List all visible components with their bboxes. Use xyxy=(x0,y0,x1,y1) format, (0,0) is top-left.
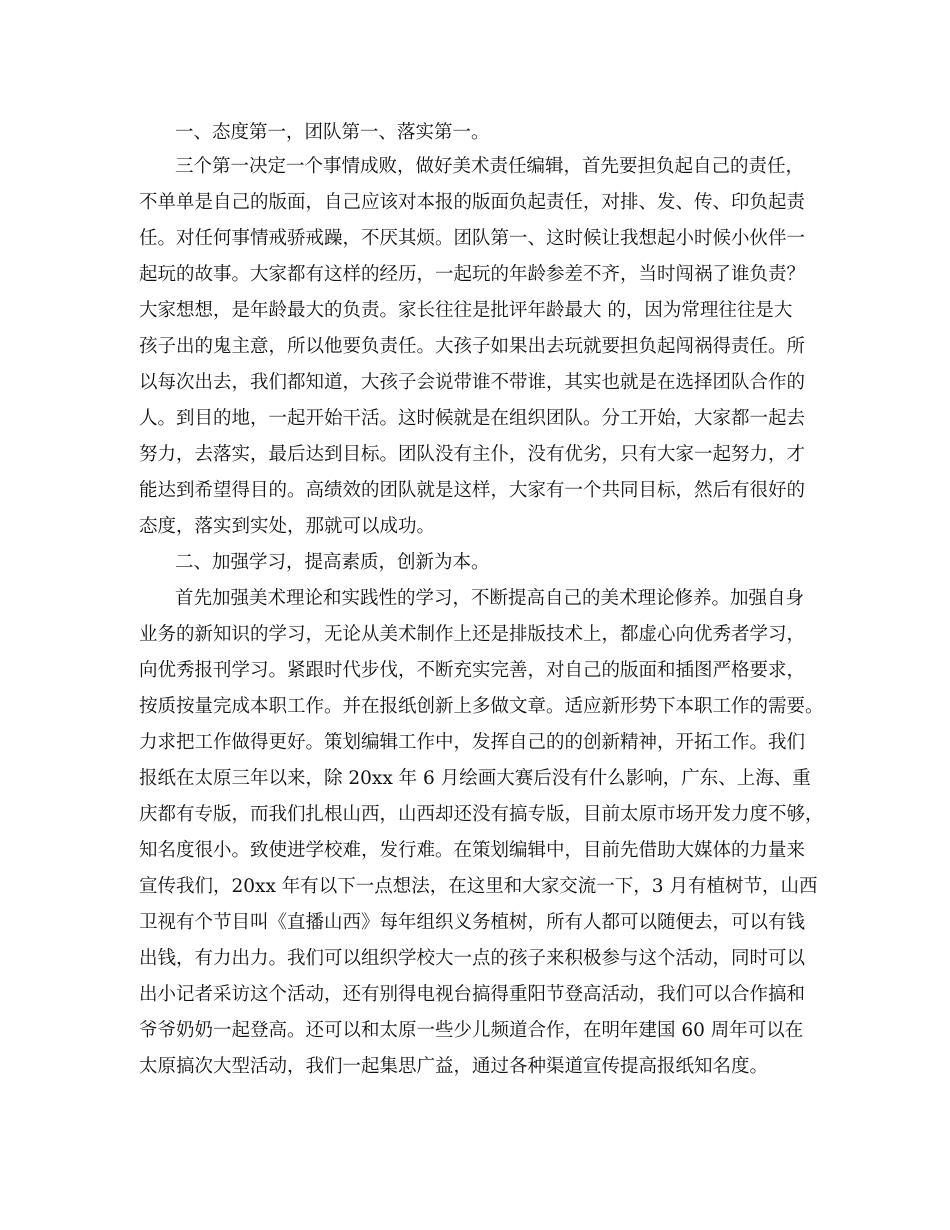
paragraph-1-line: 任。对任何事情戒骄戒躁，不厌其烦。团队第一、这时候让我想起小时候小伙伴一 xyxy=(139,228,806,249)
paragraph-2-line: 庆都有专版，而我们扎根山西，山西却还没有搞专版，目前太原市场开发力度不够， xyxy=(139,804,824,825)
paragraph-1-line: 努力，去落实，最后达到目标。团队没有主仆，没有优劣，只有大家一起努力，才 xyxy=(139,444,806,465)
paragraph-2-line: 知名度很小。致使进学校难，发行难。在策划编辑中，目前先借助大媒体的力量来 xyxy=(139,840,806,861)
paragraph-1-line: 态度，落实到实处，那就可以成功。 xyxy=(139,516,436,537)
paragraph-2-line: 首先加强美术理论和实践性的学习，不断提高自己的美术理论修养。加强自身 xyxy=(175,588,805,609)
paragraph-1-line: 大家想想，是年龄最大的负责。家长往往是批评年龄最大 的，因为常理往往是大 xyxy=(139,300,793,321)
paragraph-1-line: 以每次出去，我们都知道，大孩子会说带谁不带谁，其实也就是在选择团队合作的 xyxy=(139,372,806,393)
paragraph-2-line: 业务的新知识的学习，无论从美术制作上还是排版技术上，都虚心向优秀者学习， xyxy=(139,624,806,645)
section-heading-1: 一、态度第一，团队第一、落实第一。 xyxy=(175,122,490,143)
paragraph-2-line: 按质按量完成本职工作。并在报纸创新上多做文章。适应新形势下本职工作的需要。 xyxy=(139,696,824,717)
paragraph-1-line: 起玩的故事。大家都有这样的经历，一起玩的年龄参差不齐，当时闯祸了谁负责？ xyxy=(139,264,806,285)
paragraph-2-line: 宣传我们，20xx 年有以下一点想法，在这里和大家交流一下，3 月有植树节，山西 xyxy=(139,876,818,897)
paragraph-2-line: 力求把工作做得更好。策划编辑工作中，发挥自己的的创新精神，开拓工作。我们 xyxy=(139,732,806,753)
paragraph-2-line: 报纸在太原三年以来，除 20xx 年 6 月绘画大赛后没有什么影响，广东、上海、重 xyxy=(139,768,811,789)
paragraph-2-line: 向优秀报刊学习。紧跟时代步伐，不断充实完善，对自己的版面和插图严格要求， xyxy=(139,660,806,681)
paragraph-2-line: 出小记者采访这个活动，还有别得电视台搞得重阳节登高活动，我们可以合作搞和 xyxy=(139,984,806,1005)
paragraph-1-line: 三个第一决定一个事情成败，做好美术责任编辑，首先要担负起自己的责任， xyxy=(175,156,805,177)
section-heading-2: 二、加强学习，提高素质，创新为本。 xyxy=(175,552,490,573)
paragraph-1-line: 人。到目的地，一起开始干活。这时候就是在组织团队。分工开始，大家都一起去 xyxy=(139,408,806,429)
paragraph-2-line: 出钱，有力出力。我们可以组织学校大一点的孩子来积极参与这个活动，同时可以 xyxy=(139,948,806,969)
paragraph-2-line: 太原搞次大型活动，我们一起集思广益，通过各种渠道宣传提高报纸知名度。 xyxy=(139,1056,769,1077)
paragraph-1-line: 孩子出的鬼主意，所以他要负责任。大孩子如果出去玩就要担负起闯祸得责任。所 xyxy=(139,336,806,357)
paragraph-2-line: 爷爷奶奶一起登高。还可以和太原一些少儿频道合作，在明年建国 60 周年可以在 xyxy=(139,1020,804,1041)
paragraph-1-line: 能达到希望得目的。高绩效的团队就是这样，大家有一个共同目标，然后有很好的 xyxy=(139,480,806,501)
paragraph-1-line: 不单单是自己的版面，自己应该对本报的版面负起责任，对排、发、传、印负起责 xyxy=(139,192,806,213)
paragraph-2-line: 卫视有个节目叫《直播山西》每年组织义务植树，所有人都可以随便去，可以有钱 xyxy=(139,912,806,933)
